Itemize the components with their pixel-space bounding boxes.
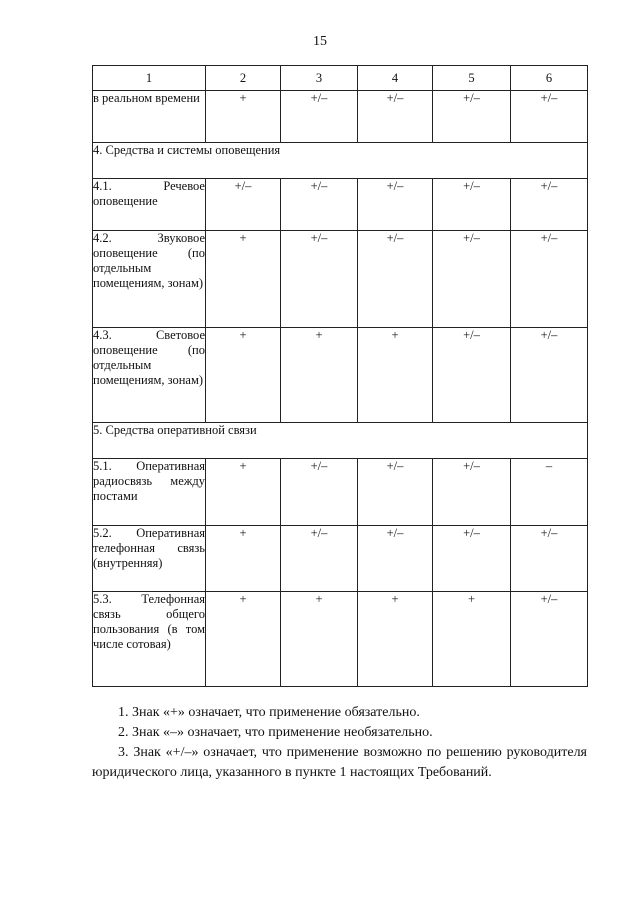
mark-cell: +: [206, 328, 281, 423]
page-number: 15: [313, 34, 327, 49]
mark-cell: –: [511, 459, 588, 526]
mark-cell: +/–: [281, 91, 358, 143]
mark-cell: +/–: [358, 231, 433, 328]
header-cell: 3: [281, 66, 358, 91]
mark-cell: +/–: [358, 179, 433, 231]
header-cell: 2: [206, 66, 281, 91]
mark-cell: +: [206, 91, 281, 143]
mark-cell: +/–: [433, 526, 511, 592]
requirements-table: [92, 65, 588, 687]
note-item: 2. Знак «–» означает, что применение необязательно.: [118, 725, 433, 740]
mark-cell: +: [206, 231, 281, 328]
header-cell: 5: [433, 66, 511, 91]
mark-cell: +/–: [358, 459, 433, 526]
mark-cell: +/–: [358, 91, 433, 143]
mark-cell: +/–: [511, 91, 588, 143]
mark-cell: +/–: [433, 91, 511, 143]
mark-cell: +/–: [206, 179, 281, 231]
section-row: [93, 423, 588, 459]
notes: [92, 703, 587, 783]
table-row: [93, 231, 588, 328]
mark-cell: +/–: [433, 459, 511, 526]
row-label: 5.2. Оперативная телефонная связь (внутренняя): [93, 526, 206, 592]
header-cell: 6: [511, 66, 588, 91]
header-row: [93, 66, 588, 91]
mark-cell: +: [206, 526, 281, 592]
mark-cell: +/–: [281, 526, 358, 592]
mark-cell: +/–: [433, 328, 511, 423]
mark-cell: +/–: [511, 179, 588, 231]
mark-cell: +/–: [358, 526, 433, 592]
mark-cell: +: [358, 328, 433, 423]
mark-cell: +: [281, 328, 358, 423]
row-label: 5.1. Оперативная радиосвязь между постами: [93, 459, 206, 526]
row-label: 4.1. Речевое оповещение: [93, 179, 206, 231]
table-row: [93, 592, 588, 687]
table-row: [93, 328, 588, 423]
mark-cell: +/–: [281, 459, 358, 526]
mark-cell: +/–: [281, 179, 358, 231]
note-item: 1. Знак «+» означает, что применение обязательно.: [118, 705, 420, 720]
mark-cell: +: [281, 592, 358, 687]
section-title: 4. Средства и системы оповещения: [93, 143, 588, 179]
row-label: 5.3. Телефонная связь общего пользования (в том числе сотовая): [93, 592, 206, 687]
mark-cell: +: [206, 592, 281, 687]
header-cell: 4: [358, 66, 433, 91]
mark-cell: +/–: [511, 231, 588, 328]
mark-cell: +/–: [511, 526, 588, 592]
mark-cell: +/–: [281, 231, 358, 328]
row-label: 4.2. Звуковое оповещение (по отдельным помещениям, зонам): [93, 231, 206, 328]
table-row: [93, 179, 588, 231]
row-label: 4.3. Световое оповещение (по отдельным помещениям, зонам): [93, 328, 206, 423]
mark-cell: +: [358, 592, 433, 687]
mark-cell: +: [433, 592, 511, 687]
header-cell: 1: [93, 66, 206, 91]
section-row: [93, 143, 588, 179]
mark-cell: +/–: [511, 592, 588, 687]
mark-cell: +/–: [433, 179, 511, 231]
mark-cell: +: [206, 459, 281, 526]
note-item: 3. Знак «+/–» означает, что применение возможно по решению руководителя юридического лица, указанного в пункте 1 настоящих Требований.: [92, 745, 587, 780]
table-row: [93, 91, 588, 143]
row-label: в реальном времени: [93, 91, 206, 143]
mark-cell: +/–: [511, 328, 588, 423]
mark-cell: +/–: [433, 231, 511, 328]
table-row: [93, 459, 588, 526]
table-row: [93, 526, 588, 592]
section-title: 5. Средства оперативной связи: [93, 423, 588, 459]
